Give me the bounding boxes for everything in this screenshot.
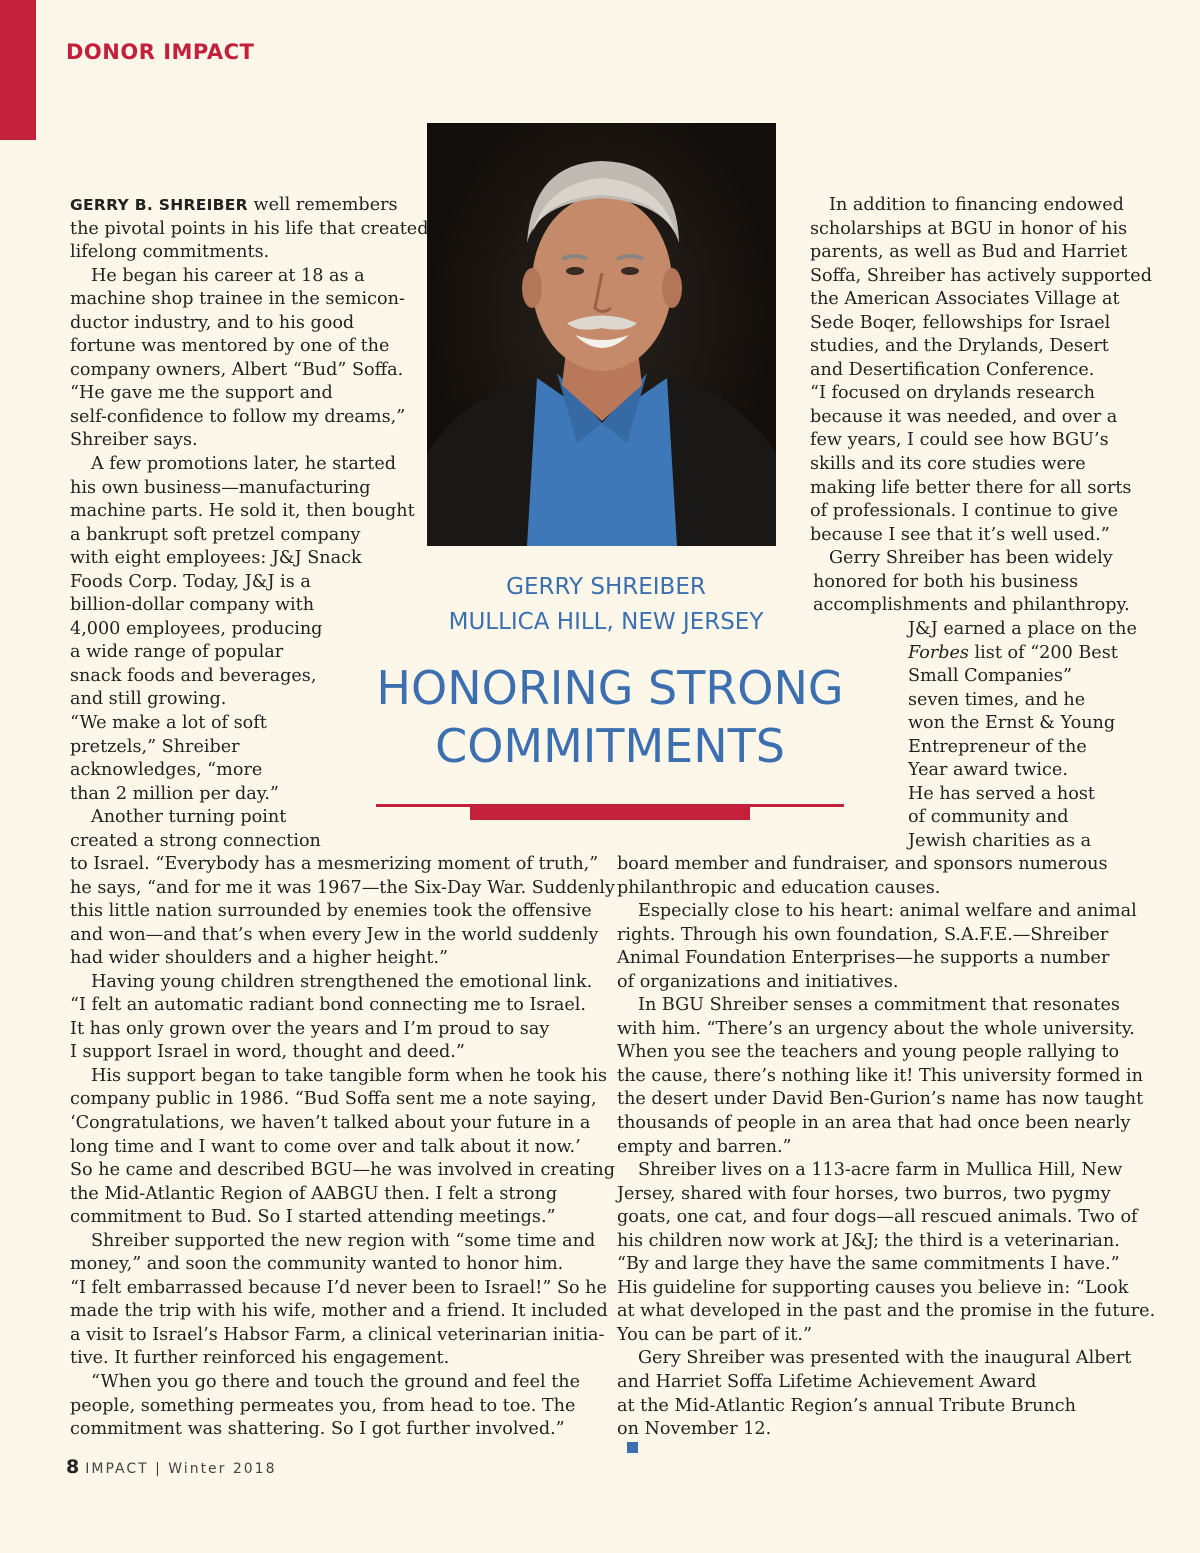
end-mark-icon xyxy=(627,1442,638,1453)
publication-info: IMPACT | Winter 2018 xyxy=(85,1461,277,1477)
accent-bar xyxy=(0,0,36,140)
headline-line: COMMITMENTS xyxy=(435,719,785,773)
forbes-line: Forbes list of “200 Best xyxy=(908,642,1118,663)
final-line: on November 12. xyxy=(617,1418,1155,1453)
headline xyxy=(360,659,860,775)
portrait-illustration xyxy=(427,123,776,546)
page-footer xyxy=(66,1456,277,1478)
lead-paragraph-line: GERRY B. SHREIBER well remembers xyxy=(70,195,398,215)
left-column-top: GERRY B. SHREIBER well remembers the pivotal points in his life that created lifelong commitments. He began his career at 18 as a machine shop trainee in the semicon- ductor industry, and to his good fortune was mentored by one of the company owners, Albert “Bud” Soffa. “He gave me the support and self-confidence to follow my dreams,” Shreiber says. A few promotions later, he started his own business—manufacturing machine parts. He sold it, then bought a bankrupt soft pretzel company with eight employees: J&J Snack Foods Corp. Today, J&J is a billion-dollar company with 4,000 employees, producing a wide range of popular snack foods and beverages, and still growing. “We make a lot of soft pretzels,” Shreiber acknowledges, “more than 2 million per day.” Another turning point created a strong connection xyxy=(70,195,429,851)
section-label: DONOR IMPACT xyxy=(66,40,255,64)
divider-bar xyxy=(470,806,750,820)
caption-location: MULLICA HILL, NEW JERSEY xyxy=(448,609,764,635)
right-column-narrow: J&J earned a place on the Forbes list of “200 Best Small Companies” seven times, and he won the Ernst & Young Entrepreneur of the Year award twice. He has served a host of community and Jewish charities as a xyxy=(908,619,1137,851)
page-number: 8 xyxy=(66,1456,80,1478)
portrait-photo xyxy=(427,123,776,546)
caption-name: GERRY SHREIBER xyxy=(506,574,706,600)
right-column-bottom: board member and fundraiser, and sponsors numerous philanthropic and education causes. Especially close to his heart: animal welfare and animal rights. Through his own foundation, S.A.F.E.—Shreiber Animal Foundation Enterprises—he supports a number of organizations and initiatives. In BGU Shreiber senses a commitment that resonates with him. “There’s an urgency about the whole university. When you see the teachers and young people rallying to the cause, there’s nothing like it! This university formed in the desert under David Ben-Gurion’s name has now taught thousands of people in an area that had once been nearly empty and barren.” Shreiber lives on a 113-acre farm in Mullica Hill, New Jersey, shared with four horses, two burros, two pygmy goats, one cat, and four dogs—all rescued animals. Two of his children now work at J&J; the third is a veterinarian. “By and large they have the same commitments I have.” His guideline for supporting causes you believe in: “Look at what developed in the past and the promise in the future. You can be part of it.” Gery Shreiber was presented with the inaugural Albert and Harriet Soffa Lifetime Achievement Award at the Mid-Atlantic Region’s annual Tribute Brunch on November 12. xyxy=(617,853,1155,1453)
headline-line: HONORING STRONG xyxy=(376,661,844,715)
right-column-top: In addition to financing endowed scholarships at BGU in honor of his parents, as well as Bud and Harriet Soffa, Shreiber has actively supported the American Associates Village at Sede Boqer, fellowships for Israel studies, and the Drylands, Desert and Desertification Conference. “I focused on drylands research because it was needed, and over a few years, I could see how BGU’s skills and its core studies were making life better there for all sorts of professionals. I continue to give because I see that it’s well used.” Gerry Shreiber has been widely honored for both his business accomplishments and philanthropy. xyxy=(810,195,1152,616)
lead-name: GERRY B. SHREIBER xyxy=(70,196,248,214)
left-column-bottom: to Israel. “Everybody has a mesmerizing moment of truth,” he says, “and for me it was 1967—the Six-Day War. Suddenly this little nation surrounded by enemies took the offensive and won—and that’s when every Jew in the world suddenly had wider shoulders and a higher height.” Having young children strengthened the emotional link. “I felt an automatic radiant bond connecting me to Israel. It has only grown over the years and I’m proud to say I support Israel in word, thought and deed.” His support began to take tangible form when he took his company public in 1986. “Bud Soffa sent me a note saying, ‘Congratulations, we haven’t talked about your future in a long time and I want to come over and talk about it now.’ So he came and described BGU—he was involved in creating the Mid-Atlantic Region of AABGU then. I felt a strong commitment to Bud. So I started attending meetings.” Shreiber supported the new region with “some time and money,” and soon the community wanted to honor him. “I felt embarrassed because I’d never been to Israel!” So he made the trip with his wife, mother and a friend. It included a visit to Israel’s Habsor Farm, a clinical veterinarian initia- tive. It further reinforced his engagement. “When you go there and touch the ground and feel the people, something permeates you, from head to toe. The commitment was shattering. So I got further involved.” xyxy=(70,854,615,1440)
